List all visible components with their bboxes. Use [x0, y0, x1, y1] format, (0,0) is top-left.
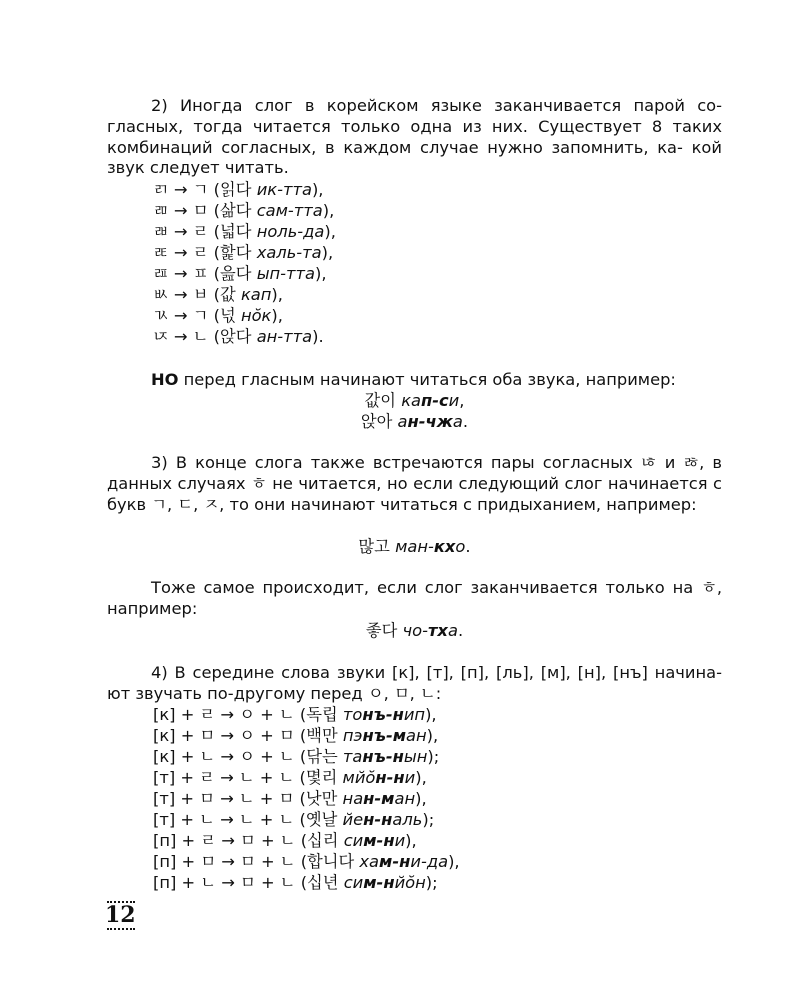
text-line: слог начинается с букв ㄱ, ㄷ, ㅈ, то они начинают читаться с	[107, 473, 723, 514]
combo-row: ㄼ → ㄹ (넓다 ноль-да),	[153, 222, 336, 241]
page-number: 12	[105, 902, 136, 928]
paragraph-same	[107, 578, 722, 620]
text-line: 2) Иногда слог в корейском языке заканчивается парой со-	[151, 96, 722, 115]
paragraph-2	[107, 96, 722, 179]
text-line: придыханием, например:	[477, 494, 697, 514]
combo-row: ㄿ → ㅍ (읊다 ып-тта),	[153, 264, 327, 283]
combo-row: ㄵ → ㄴ (앉다 ан-тта).	[153, 327, 324, 346]
text-line: гласных, тогда читается только одна из них. Существует 8 таких	[107, 116, 722, 136]
example-3: 많고 ман-кхо.	[358, 537, 471, 556]
combo-row: ㅄ → ㅂ (값 кап),	[153, 285, 283, 304]
text-line: ют звучать по-другому перед ㅇ, ㅁ, ㄴ:	[107, 683, 442, 703]
rule-row: [к] + ㄴ → ㅇ + ㄴ (닦는 танъ-нын);	[153, 747, 440, 766]
text-line: и ㅀ, в данных случаях ㅎ не читается, но если следующий	[107, 453, 722, 493]
combo-row: ㄾ → ㄹ (핥다 халь-та),	[153, 243, 334, 262]
rule-row: [п] + ㅁ → ㅁ + ㄴ (합니다 хам-ни-да),	[153, 852, 460, 871]
example-1: 값이 кап-си,	[364, 391, 465, 410]
page-number-dots-bottom	[107, 928, 135, 930]
text-line: 3) В конце слога также встречаются пары согласных ㄶ	[151, 453, 657, 472]
combo-row: ㄻ → ㅁ (삶다 сам-тта),	[153, 201, 335, 220]
rule-row: [к] + ㅁ → ㅇ + ㅁ (백만 пэнъ-ман),	[153, 726, 439, 745]
text-line: Тоже самое происходит, если слог заканчивается только на	[151, 578, 694, 597]
rule-row: [п] + ㄹ → ㅁ + ㄴ (십리 сим-ни),	[153, 831, 417, 850]
no-note	[107, 370, 722, 391]
text-line: комбинаций согласных, в каждом случае нужно запомнить, ка-	[107, 137, 683, 157]
rule-row: [т] + ㄹ → ㄴ + ㄴ (몇리 мйŏн-ни),	[153, 768, 427, 787]
text-line: ㅎ, например:	[107, 578, 722, 618]
text-line: кой звук следует читать.	[107, 137, 722, 178]
no-note-text: перед гласным начинают читаться оба звука, например:	[178, 370, 676, 389]
combo-row: ㄳ → ㄱ (넋 нŏк),	[153, 306, 283, 325]
example-4: 좋다 чо-тха.	[365, 621, 464, 640]
combo-row: ㄺ → ㄱ (읽다 ик-тта),	[153, 180, 324, 199]
rule-row: [п] + ㄴ → ㅁ + ㄴ (십년 сим-нйŏн);	[153, 873, 438, 892]
rule-row: [т] + ㄴ → ㄴ + ㄴ (옛날 йен-наль);	[153, 810, 435, 829]
paragraph-3	[107, 453, 722, 515]
text-line: 4) В середине слова звуки [к], [т], [п], [ль], [м], [н], [нъ] начина-	[151, 663, 722, 682]
paragraph-4	[107, 663, 722, 705]
rule-row: [к] + ㄹ → ㅇ + ㄴ (독립 тонъ-нип),	[153, 705, 437, 724]
rule-row: [т] + ㅁ → ㄴ + ㅁ (낫만 нан-ман),	[153, 789, 427, 808]
no-emphasis: НО	[151, 370, 179, 389]
example-2: 앉아 ан-чжа.	[360, 412, 469, 431]
